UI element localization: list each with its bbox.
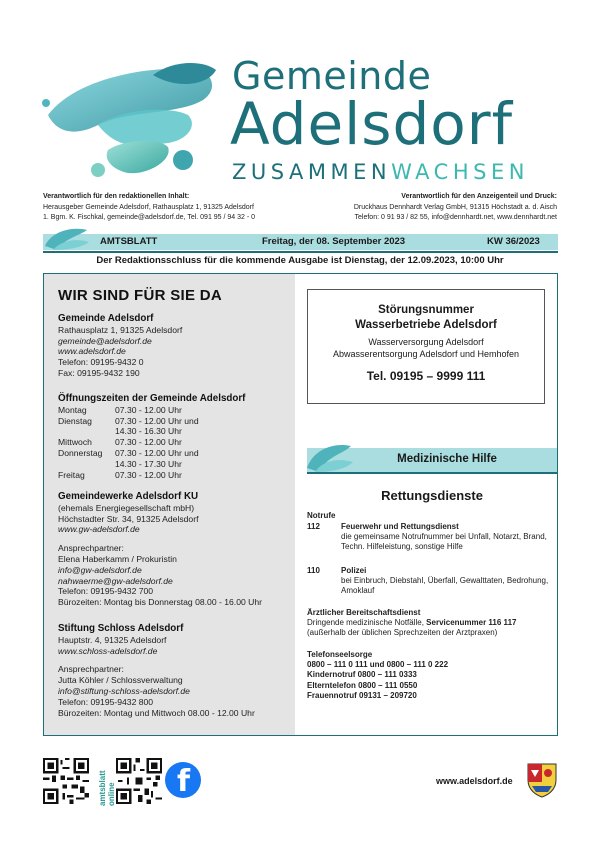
arzt-line1-b: Servicenummer 116 117 [426,618,517,628]
bar-underline [43,251,558,253]
deadline-notice: Der Redaktionsschluss für die kommende Ausgabe ist Dienstag, der 12.09.2023, 10:00 Uhr [96,255,504,266]
hours-day: Mittwoch [58,437,92,448]
slogan-part2: WACHSEN [391,160,529,184]
arzt-line1-a: Dringende medizinische Notfälle, [307,618,427,628]
logo-splash-icon [38,55,228,185]
stiftung-web[interactable]: www.schloss-adelsdorf.de [58,645,158,656]
seelsorge-line: 0800 – 111 0 111 und 0800 – 111 0 222 [307,660,449,670]
gemeinde-web[interactable]: www.adelsdorf.de [58,346,126,357]
hours-row [58,459,199,470]
imprint-left-heading: Verantwortlich für den redaktionellen Inhalt: [43,193,190,200]
hours-day: Dienstag [58,415,92,426]
hours-time: 14.30 - 17.30 Uhr [115,458,182,469]
werke-contact-label: Ansprechpartner: [58,543,124,554]
issue-week: KW 36/2023 [487,236,540,247]
n110-desc2: Amoklauf [341,586,375,596]
werke-hours: Bürozeiten: Montag bis Donnerstag 08.00 - 16.00 Uhr [58,597,262,608]
stiftung-block [58,624,255,718]
rettung-title: Rettungsdienste [381,488,483,503]
issue-label: AMTSBLATT [100,236,158,247]
n112-title: Feuerwehr und Rettungsdienst [341,522,459,531]
gemeinde-address: Rathausplatz 1, 91325 Adelsdorf [58,324,183,335]
hours-day [58,426,115,437]
hours-row [58,426,199,437]
imprint-right [354,192,557,224]
werke-block [58,492,262,608]
werke-contact-name: Elena Haberkamm / Prokuristin [58,553,177,564]
kindernotruf: Kindernotruf 0800 – 111 0333 [307,670,417,680]
title-gemeinde: Gemeinde [232,54,432,98]
hours-title: Öffnungszeiten der Gemeinde Adelsdorf [58,393,246,404]
imprint-right-line1: Druckhaus Dennhardt Verlag GmbH, 91315 Höchstadt a. d. Aisch [353,203,557,211]
n110-block [341,566,556,597]
hours-block [58,394,245,480]
hours-time: 14.30 - 16.30 Uhr [115,426,182,437]
arzt-line2: (außerhalb der üblichen Sprechzeiten der Arztpraxen) [307,628,498,638]
notruf-label-text: Notrufe [307,511,336,520]
notruf-label [307,511,335,521]
imprint-left-line2: 1. Bgm. K. Fischkal, gemeinde@adelsdorf.de, Tel. 091 95 / 94 32 - 0 [43,214,256,221]
title-adelsdorf: Adelsdorf [230,90,514,158]
stoerung-box [307,289,545,404]
hours-day: Freitag [58,469,85,480]
werke-phone: Telefon: 09195-9432 700 [58,586,154,597]
stiftung-email[interactable]: info@stiftung-schloss-adelsdorf.de [58,685,190,696]
stoerung-phone: Tel. 09195 – 9999 111 [366,369,486,383]
hours-table [58,405,199,481]
hours-row [58,416,199,427]
stoerung-line3: Wasserversorgung Adelsdorf [368,337,484,347]
hours-row [58,470,199,481]
stiftung-title: Stiftung Schloss Adelsdorf [58,623,184,634]
bar-swoosh-icon [43,224,93,252]
arzt-block [307,608,557,639]
werke-title: Gemeindewerke Adelsdorf KU [58,491,199,502]
n110-desc1: bei Einbruch, Diebstahl, Überfall, Gewalttaten, Bedrohung, [341,576,549,586]
online-side-text: amtsblatt online [98,770,116,806]
stiftung-address: Hauptstr. 4, 91325 Adelsdorf [58,634,167,645]
hours-time: 07.30 - 12.00 Uhr [115,469,182,480]
hours-row [58,448,199,459]
werke-web[interactable]: www.gw-adelsdorf.de [58,524,140,535]
hours-row [58,437,199,448]
n112-desc2: Techn. Hilfeleistung, sonstige Hilfe [341,542,463,552]
imprint-right-heading: Verantwortlich für den Anzeigenteil und Druck: [401,193,557,200]
website-link[interactable]: www.adelsdorf.de [436,776,513,786]
slogan [232,160,529,184]
n110-title: Polizei [341,566,367,575]
stiftung-contact-name: Jutta Köhler / Schlossverwaltung [58,675,183,686]
stoerung-subtitle: Wasserbetriebe Adelsdorf [355,319,497,331]
n112-text: 112 [307,522,320,531]
gemeinde-title: Gemeinde Adelsdorf [58,313,154,324]
elterntelefon: Elterntelefon 0800 – 111 0550 [307,680,418,690]
stoerung-title: Störungsnummer [378,304,474,316]
n110-number [307,566,320,576]
stiftung-hours: Bürozeiten: Montag und Mittwoch 08.00 - 12.00 Uhr [58,707,255,718]
qr-code-icon[interactable] [116,758,162,804]
werke-email1[interactable]: info@gw-adelsdorf.de [58,564,142,575]
hours-time: 07.30 - 12.00 Uhr [115,437,182,448]
seelsorge-title: Telefonseelsorge [307,650,373,659]
hours-time: 07.30 - 12.00 Uhr und [115,415,199,426]
issue-date: Freitag, der 08. September 2023 [262,236,406,247]
hours-time: 07.30 - 12.00 Uhr [115,404,182,415]
qr-code-icon[interactable] [43,758,89,804]
n112-desc1: die gemeinsame Notrufnummer bei Unfall, Notarzt, Brand, [341,532,547,542]
stiftung-contact-label: Ansprechpartner: [58,664,124,675]
hours-day [58,459,115,470]
stiftung-phone: Telefon: 09195-9432 800 [58,696,154,707]
imprint-right-line2: Telefon: 0 91 93 / 82 55, info@dennhardt.net, www.dennhardt.net [354,214,557,221]
stoerung-line4: Abwasserentsorgung Adelsdorf und Hemhofen [332,349,520,359]
slogan-part1: ZUSAMMEN [232,160,392,184]
werke-address: Höchstadter Str. 34, 91325 Adelsdorf [58,513,199,524]
n112-block [341,522,556,553]
frauennotruf: Frauennotruf 09131 – 209720 [307,690,417,700]
gemeinde-email[interactable]: gemeinde@adelsdorf.de [58,335,152,346]
hours-row [58,405,199,416]
facebook-letter: f [177,764,191,799]
gemeinde-block [58,314,182,379]
n112-number [307,522,320,532]
medizin-underline [307,472,557,474]
hours-day: Montag [58,404,87,415]
gemeinde-fax: Fax: 09195-9432 190 [58,367,140,378]
facebook-icon[interactable] [165,762,201,798]
imprint-left-line1: Herausgeber Gemeinde Adelsdorf, Rathausplatz 1, 91325 Adelsdorf [43,203,254,211]
werke-subtitle: (ehemals Energiegesellschaft mbH) [58,502,195,513]
hours-time: 07.30 - 12.00 Uhr und [115,447,199,458]
hours-day: Donnerstag [58,447,103,458]
seelsorge-block [307,650,557,701]
werke-email2[interactable]: nahwaerme@gw-adelsdorf.de [58,575,173,586]
medizin-label: Medizinische Hilfe [397,453,497,465]
contact-heading: WIR SIND FÜR SIE DA [58,287,223,304]
arzt-title: Ärztlicher Bereitschaftsdienst [307,608,421,617]
n110-text: 110 [307,566,320,575]
imprint-left [43,192,255,224]
coat-of-arms-icon [526,762,558,798]
gemeinde-phone: Telefon: 09195-9432 0 [58,357,144,368]
